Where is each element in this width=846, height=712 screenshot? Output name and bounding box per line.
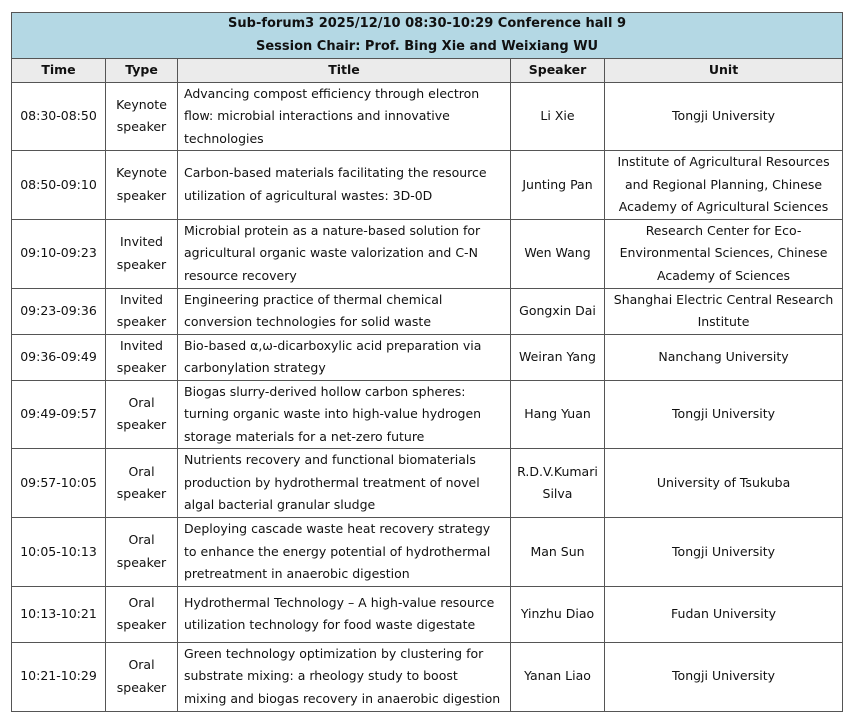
unit-cell: Shanghai Electric Central Research Institute — [605, 288, 843, 334]
title-cell: Hydrothermal Technology – A high-value resource utilization technology for food waste digestate — [178, 586, 511, 642]
unit-cell: Nanchang University — [605, 334, 843, 380]
time-cell: 10:21-10:29 — [12, 642, 106, 711]
column-header-row — [12, 59, 843, 83]
type-cell: Oral speaker — [106, 449, 178, 518]
speaker-cell: Li Xie — [511, 82, 605, 151]
unit-cell: Fudan University — [605, 586, 843, 642]
table-row — [12, 151, 843, 220]
type-cell: Oral speaker — [106, 380, 178, 449]
schedule-table — [11, 12, 843, 712]
title-cell: Microbial protein as a nature-based solution for agricultural organic waste valorization and C-N resource recovery — [178, 219, 511, 288]
unit-cell: Tongji University — [605, 518, 843, 587]
unit-cell: University of Tsukuba — [605, 449, 843, 518]
table-row — [12, 288, 843, 334]
speaker-cell: Junting Pan — [511, 151, 605, 220]
session-title: Sub-forum3 2025/12/10 08:30-10:29 Conference hall 9 — [228, 16, 627, 31]
table-row — [12, 642, 843, 711]
table-row — [12, 82, 843, 151]
title-cell: Green technology optimization by clustering for substrate mixing: a rheology study to boost mixing and biogas recovery in anaerobic digestion — [178, 642, 511, 711]
table-row — [12, 586, 843, 642]
column-header-unit: Unit — [605, 59, 843, 83]
time-cell: 09:36-09:49 — [12, 334, 106, 380]
speaker-cell: Yinzhu Diao — [511, 586, 605, 642]
unit-cell: Tongji University — [605, 642, 843, 711]
session-header — [12, 13, 843, 59]
time-cell: 08:30-08:50 — [12, 82, 106, 151]
time-cell: 09:23-09:36 — [12, 288, 106, 334]
session-header-row — [12, 13, 843, 59]
speaker-cell: Gongxin Dai — [511, 288, 605, 334]
type-cell: Oral speaker — [106, 586, 178, 642]
unit-cell: Research Center for Eco-Environmental Sciences, Chinese Academy of Sciences — [605, 219, 843, 288]
table-row — [12, 518, 843, 587]
unit-cell: Tongji University — [605, 82, 843, 151]
table-row — [12, 334, 843, 380]
time-cell: 09:10-09:23 — [12, 219, 106, 288]
unit-cell: Tongji University — [605, 380, 843, 449]
type-cell: Oral speaker — [106, 642, 178, 711]
column-header-title: Title — [178, 59, 511, 83]
session-chair: Session Chair: Prof. Bing Xie and Weixiang WU — [255, 38, 599, 54]
type-cell: Invited speaker — [106, 334, 178, 380]
unit-cell: Institute of Agricultural Resources and Regional Planning, Chinese Academy of Agricultural Sciences — [605, 151, 843, 220]
title-cell: Engineering practice of thermal chemical conversion technologies for solid waste — [178, 288, 511, 334]
title-cell: Biogas slurry-derived hollow carbon spheres: turning organic waste into high-value hydrogen storage materials for a net-zero future — [178, 380, 511, 449]
time-cell: 10:05-10:13 — [12, 518, 106, 587]
title-cell: Nutrients recovery and functional biomaterials production by hydrothermal treatment of novel algal bacterial granular sludge — [178, 449, 511, 518]
type-cell: Invited speaker — [106, 288, 178, 334]
column-header-speaker: Speaker — [511, 59, 605, 83]
time-cell: 08:50-09:10 — [12, 151, 106, 220]
type-cell: Oral speaker — [106, 518, 178, 587]
speaker-cell: Yanan Liao — [511, 642, 605, 711]
speaker-cell: Man Sun — [511, 518, 605, 587]
speaker-cell: Hang Yuan — [511, 380, 605, 449]
table-row — [12, 449, 843, 518]
type-cell: Invited speaker — [106, 219, 178, 288]
table-row — [12, 219, 843, 288]
title-cell: Deploying cascade waste heat recovery strategy to enhance the energy potential of hydrothermal pretreatment in anaerobic digestion — [178, 518, 511, 587]
column-header-time: Time — [12, 59, 106, 83]
time-cell: 10:13-10:21 — [12, 586, 106, 642]
table-row — [12, 380, 843, 449]
speaker-cell: R.D.V.Kumari Silva — [511, 449, 605, 518]
speaker-cell: Wen Wang — [511, 219, 605, 288]
title-cell: Carbon-based materials facilitating the resource utilization of agricultural wastes: 3D-0D — [178, 151, 511, 220]
title-cell: Bio-based α,ω-dicarboxylic acid preparation via carbonylation strategy — [178, 334, 511, 380]
column-header-type: Type — [106, 59, 178, 83]
type-cell: Keynote speaker — [106, 82, 178, 151]
time-cell: 09:49-09:57 — [12, 380, 106, 449]
type-cell: Keynote speaker — [106, 151, 178, 220]
title-cell: Advancing compost efficiency through electron flow: microbial interactions and innovative technologies — [178, 82, 511, 151]
speaker-cell: Weiran Yang — [511, 334, 605, 380]
time-cell: 09:57-10:05 — [12, 449, 106, 518]
